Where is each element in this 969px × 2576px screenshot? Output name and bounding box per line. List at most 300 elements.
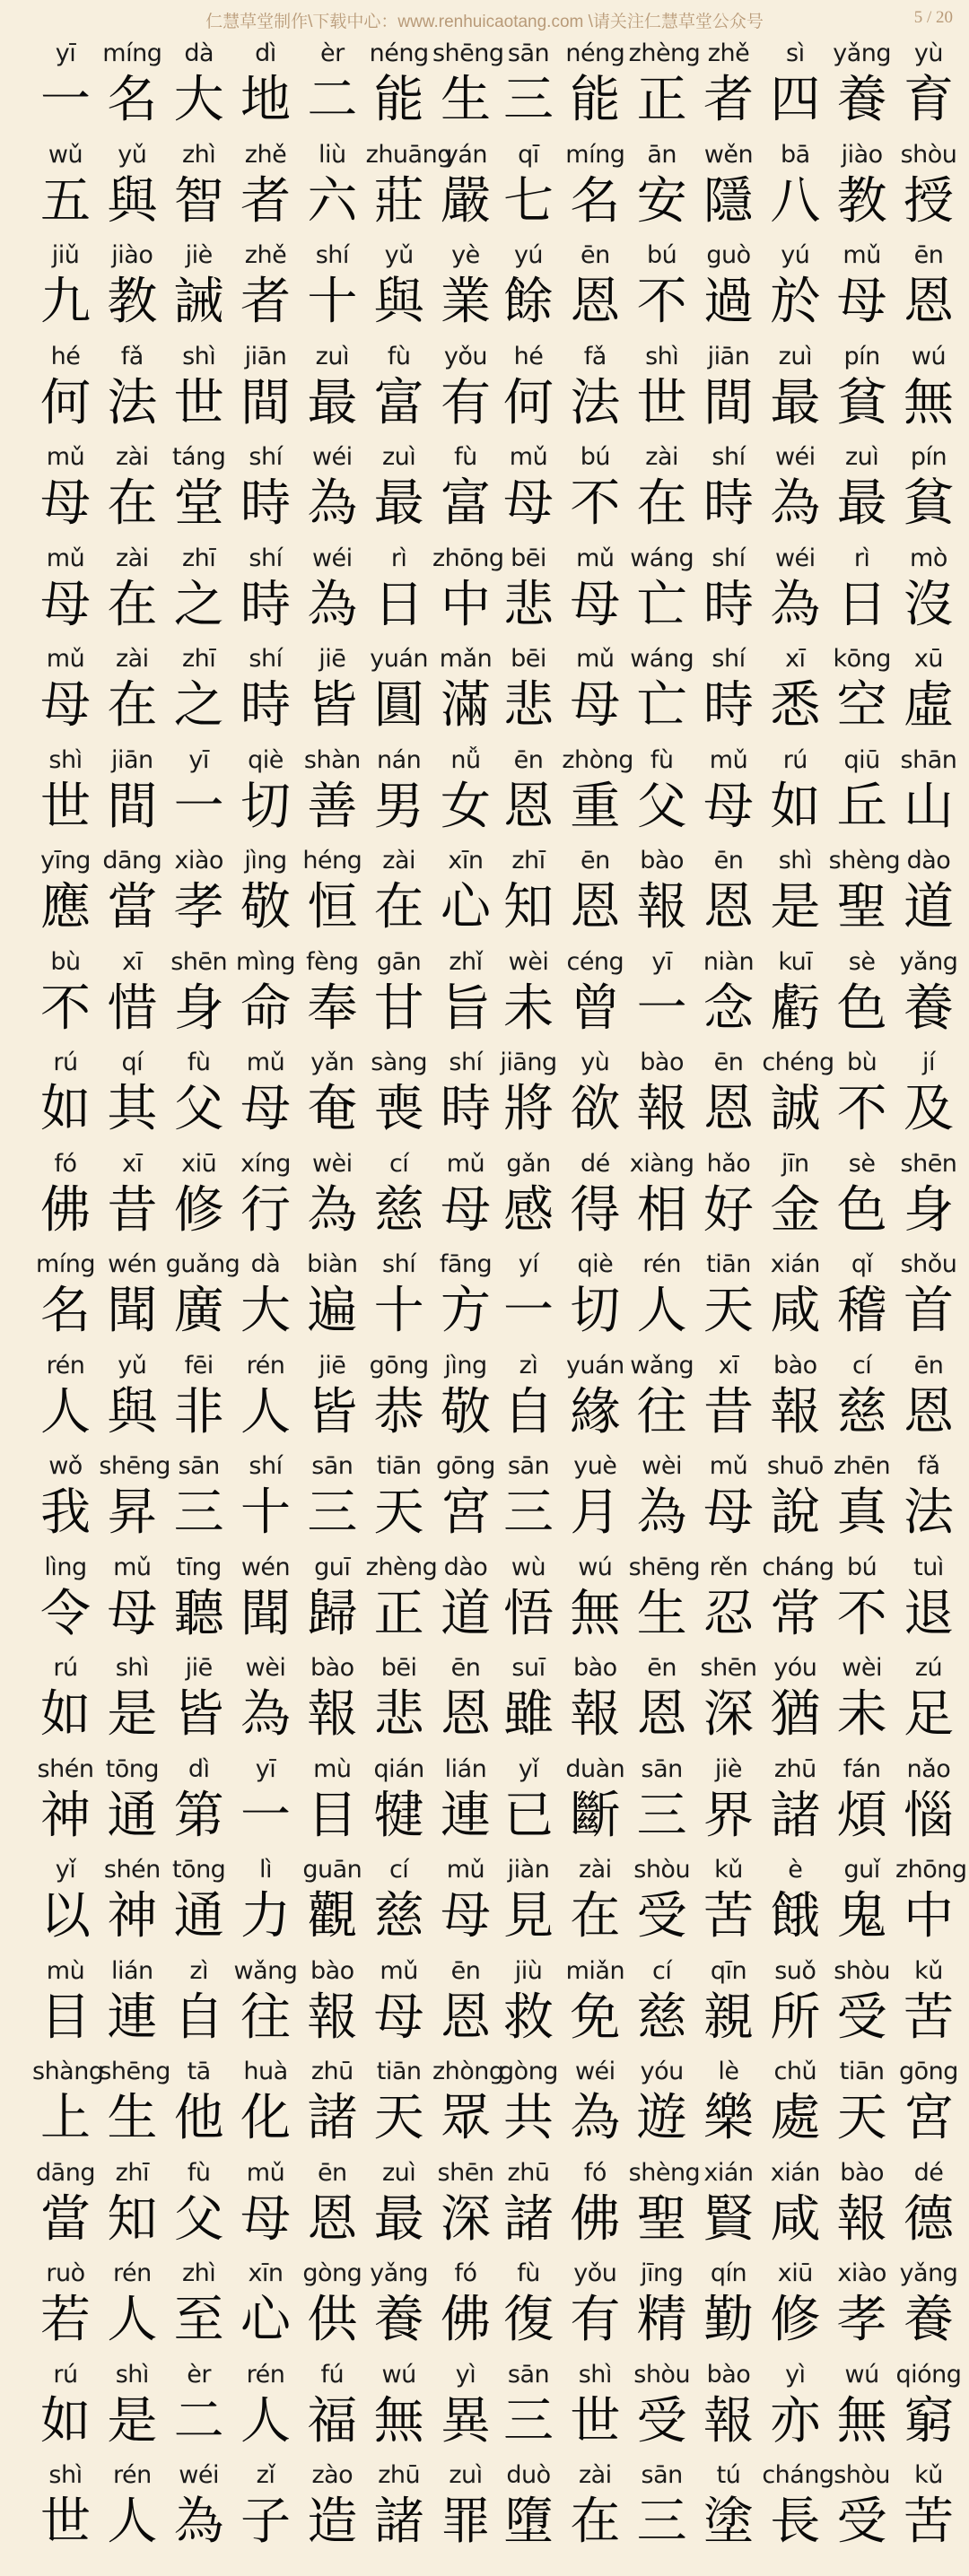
pinyin-syllable: jiè [185, 241, 213, 269]
hanzi-character: 人 [107, 2493, 158, 2551]
hanzi-row [32, 1786, 499, 1847]
pinyin-syllable: yī [255, 1754, 276, 1783]
hanzi-character: 無 [903, 373, 954, 432]
hanzi-character: 觀 [307, 1887, 358, 1945]
pinyin-syllable: duàn [565, 1754, 625, 1783]
pinyin-syllable: shòu [633, 1856, 691, 1884]
pinyin-syllable: yù [913, 39, 944, 67]
hanzi-character: 二 [173, 2391, 224, 2450]
pinyin-row [495, 841, 962, 877]
hanzi-row [495, 2290, 962, 2351]
pinyin-row [32, 1952, 499, 1988]
hanzi-character: 父 [173, 1080, 224, 1138]
hanzi-character: 身 [903, 1180, 954, 1240]
pinyin-syllable: xíng [240, 1149, 291, 1178]
pinyin-syllable: yí [518, 1250, 539, 1278]
hanzi-character: 恩 [307, 2189, 358, 2249]
hanzi-character: 諸 [770, 1786, 821, 1845]
hanzi-character: 慈 [836, 1382, 887, 1441]
hanzi-character: 間 [107, 777, 158, 836]
pinyin-syllable: rén [46, 1351, 85, 1379]
hanzi-character: 亡 [636, 676, 687, 735]
pinyin-syllable: zài [382, 847, 415, 875]
hanzi-character: 堂 [173, 474, 224, 533]
verse-line [495, 1346, 962, 1448]
hanzi-character: 四 [770, 71, 821, 129]
pinyin-syllable: zhū [310, 2058, 354, 2085]
verse-line [495, 1750, 962, 1851]
pinyin-syllable: zài [645, 443, 679, 471]
hanzi-character: 最 [836, 474, 887, 533]
hanzi-character: 生 [440, 71, 491, 129]
hanzi-character: 昔 [107, 1180, 158, 1240]
hanzi-character: 善 [307, 777, 358, 836]
pinyin-syllable: yuán [370, 645, 429, 673]
hanzi-character: 未 [503, 979, 554, 1038]
hanzi-row [495, 1886, 962, 1947]
hanzi-character: 塗 [703, 2493, 754, 2551]
hanzi-row [495, 171, 962, 232]
pinyin-syllable: wéi [311, 443, 353, 471]
hanzi-character: 道 [903, 878, 954, 936]
pinyin-syllable: sān [641, 2461, 683, 2489]
hanzi-character: 罪 [440, 2493, 491, 2551]
pinyin-syllable: shí [249, 443, 283, 471]
pinyin-syllable: xiào [174, 847, 223, 875]
hanzi-character: 是 [107, 2391, 158, 2450]
pinyin-syllable: yú [781, 241, 810, 269]
hanzi-character: 苦 [903, 1988, 954, 2047]
pinyin-syllable: qióng [895, 2360, 962, 2389]
hanzi-character: 為 [770, 474, 821, 533]
hanzi-character: 虛 [903, 676, 954, 735]
pinyin-syllable: liù [319, 140, 346, 169]
hanzi-character: 三 [173, 1484, 224, 1542]
pinyin-syllable: yǔ [384, 241, 414, 269]
hanzi-character: 神 [107, 1887, 158, 1945]
hanzi-character: 時 [703, 575, 754, 634]
pinyin-syllable: zhōng [432, 544, 504, 572]
pinyin-syllable: lián [444, 1754, 487, 1783]
hanzi-character: 母 [570, 676, 621, 735]
hanzi-character: 無 [836, 2391, 887, 2450]
hanzi-character: 長 [770, 2493, 821, 2551]
pinyin-syllable: mǔ [842, 241, 881, 269]
hanzi-row [32, 474, 499, 535]
hanzi-character: 母 [373, 1988, 424, 2047]
verse-line [32, 1447, 499, 1548]
pinyin-row [495, 1548, 962, 1584]
hanzi-row [32, 2391, 499, 2452]
verse-line [32, 1346, 499, 1448]
hanzi-row [495, 575, 962, 636]
pinyin-row [495, 337, 962, 373]
pinyin-syllable: fó [54, 1149, 77, 1178]
hanzi-character: 名 [107, 71, 158, 129]
pinyin-syllable: bù [50, 947, 81, 976]
pinyin-syllable: bào [310, 1654, 354, 1682]
pinyin-syllable: sì [786, 39, 805, 67]
verse-line [32, 640, 499, 741]
hanzi-character: 苦 [903, 2493, 954, 2551]
pinyin-syllable: xiào [837, 2259, 886, 2287]
hanzi-row [495, 474, 962, 535]
pinyin-syllable: shì [645, 342, 679, 370]
hanzi-character: 慈 [636, 1988, 687, 2047]
pinyin-syllable: bù [847, 1049, 877, 1076]
pinyin-syllable: yī [188, 745, 209, 774]
hanzi-character: 三 [503, 1484, 554, 1542]
hanzi-character: 往 [240, 1988, 291, 2047]
hanzi-character: 猶 [770, 1685, 821, 1744]
verse-line [32, 1144, 499, 1246]
hanzi-character: 自 [503, 1382, 554, 1441]
hanzi-row [32, 2492, 499, 2553]
verse-line [495, 2052, 962, 2154]
pinyin-syllable: mǔ [509, 443, 548, 471]
hanzi-character: 與 [107, 1382, 158, 1441]
verse-line [32, 1952, 499, 2053]
pinyin-syllable: shén [103, 1856, 161, 1884]
pinyin-syllable: shēn [900, 1149, 957, 1178]
verse-line [32, 438, 499, 539]
pinyin-row [495, 1447, 962, 1483]
pinyin-syllable: gǎn [506, 1149, 551, 1178]
hanzi-character: 廣 [173, 1282, 224, 1340]
pinyin-row [32, 2456, 499, 2492]
pinyin-syllable: rén [642, 1250, 682, 1278]
hanzi-character: 育 [903, 71, 954, 129]
pinyin-syllable: chǔ [773, 2058, 817, 2085]
pinyin-syllable: tú [716, 2461, 741, 2489]
hanzi-character: 最 [373, 474, 424, 533]
hanzi-character: 若 [40, 2291, 91, 2349]
pinyin-syllable: guān [302, 1856, 362, 1884]
pinyin-row [495, 438, 962, 474]
hanzi-character: 不 [636, 273, 687, 331]
hanzi-character: 方 [440, 1282, 491, 1340]
pinyin-syllable: fù [187, 2158, 211, 2187]
pinyin-syllable: fāng [439, 1250, 493, 1278]
hanzi-character: 地 [240, 71, 291, 129]
pinyin-syllable: shòu [900, 140, 957, 169]
hanzi-character: 心 [440, 878, 491, 936]
pinyin-syllable: zào [311, 2461, 354, 2489]
pinyin-syllable: chéng [762, 1049, 834, 1076]
pinyin-syllable: è [788, 1856, 803, 1884]
pinyin-syllable: gōng [369, 1351, 429, 1379]
hanzi-character: 悲 [373, 1685, 424, 1744]
pinyin-syllable: kǔ [914, 1956, 943, 1985]
pinyin-row [495, 539, 962, 575]
pinyin-syllable: shí [449, 1049, 483, 1076]
hanzi-character: 所 [770, 1988, 821, 2047]
pinyin-syllable: wù [511, 1553, 546, 1581]
hanzi-row [495, 877, 962, 938]
pinyin-syllable: dào [906, 847, 951, 875]
hanzi-character: 世 [173, 373, 224, 432]
hanzi-character: 一 [240, 1786, 291, 1845]
pinyin-syllable: zì [189, 1956, 208, 1985]
hanzi-character: 為 [307, 1180, 358, 1240]
hanzi-character: 親 [703, 1988, 754, 2047]
hanzi-character: 第 [173, 1786, 224, 1845]
pinyin-syllable: mìng [235, 947, 296, 976]
hanzi-character: 色 [836, 979, 887, 1038]
pinyin-row [495, 1750, 962, 1786]
hanzi-character: 正 [373, 1584, 424, 1643]
pinyin-syllable: sān [507, 39, 550, 67]
hanzi-character: 金 [770, 1180, 821, 1240]
hanzi-character: 安 [636, 171, 687, 231]
pinyin-syllable: jiē [319, 1351, 346, 1379]
left-verse-column [32, 34, 504, 2557]
hanzi-character: 母 [703, 777, 754, 836]
pinyin-syllable: néng [369, 39, 429, 67]
hanzi-character: 孝 [836, 2291, 887, 2349]
hanzi-character: 時 [703, 474, 754, 533]
hanzi-row [32, 675, 499, 736]
pinyin-syllable: zuì [449, 2461, 483, 2489]
pinyin-syllable: zhì [182, 140, 216, 169]
hanzi-character: 及 [903, 1080, 954, 1138]
verse-line [32, 2254, 499, 2355]
hanzi-row [32, 1281, 499, 1342]
pinyin-syllable: yóu [640, 2058, 684, 2085]
pinyin-row [495, 2456, 962, 2492]
pinyin-syllable: ēn [913, 1351, 944, 1379]
pinyin-syllable: cí [651, 1956, 672, 1985]
pinyin-syllable: yǐ [518, 1754, 539, 1783]
pinyin-syllable: jiān [707, 342, 750, 370]
pinyin-syllable: fù [454, 443, 477, 471]
verse-line [495, 943, 962, 1044]
pinyin-syllable: sān [311, 1452, 354, 1480]
hanzi-character: 母 [107, 1584, 158, 1643]
hanzi-character: 母 [240, 1080, 291, 1138]
pinyin-syllable: bēi [511, 645, 546, 673]
pinyin-syllable: xiū [777, 2259, 813, 2287]
hanzi-character: 旨 [440, 979, 491, 1038]
hanzi-character: 犍 [373, 1786, 424, 1845]
pinyin-syllable: dāng [36, 2158, 95, 2187]
pinyin-syllable: ēn [647, 1654, 677, 1682]
hanzi-character: 至 [173, 2291, 224, 2349]
hanzi-character: 母 [703, 1484, 754, 1542]
verse-line [32, 1548, 499, 1649]
pinyin-syllable: fǎ [120, 342, 144, 370]
pinyin-syllable: biàn [307, 1250, 358, 1278]
pinyin-syllable: yīng [40, 847, 91, 875]
hanzi-character: 我 [40, 1484, 91, 1542]
pinyin-syllable: yī [651, 947, 672, 976]
hanzi-character: 貧 [903, 474, 954, 533]
pinyin-syllable: qī [518, 140, 539, 169]
hanzi-character: 時 [240, 676, 291, 735]
hanzi-character: 人 [40, 1382, 91, 1441]
verse-line [32, 34, 504, 135]
hanzi-character: 九 [40, 273, 91, 331]
pinyin-syllable: fó [454, 2259, 477, 2287]
hanzi-character: 佛 [570, 2189, 621, 2249]
pinyin-syllable: suǒ [774, 1956, 816, 1985]
hanzi-character: 報 [703, 2391, 754, 2450]
pinyin-syllable: qiè [577, 1250, 614, 1278]
hanzi-character: 力 [240, 1887, 291, 1945]
hanzi-character: 隱 [703, 171, 754, 231]
pinyin-syllable: duò [506, 2461, 551, 2489]
hanzi-row [495, 2492, 962, 2553]
hanzi-character: 化 [240, 2089, 291, 2147]
pinyin-syllable: sān [507, 1452, 550, 1480]
hanzi-character: 報 [636, 878, 687, 936]
hanzi-character: 間 [703, 373, 754, 432]
pinyin-syllable: wéi [179, 2461, 219, 2489]
hanzi-row [495, 777, 962, 838]
pinyin-syllable: bú [580, 443, 610, 471]
pinyin-syllable: shén [37, 1754, 94, 1783]
hanzi-character: 上 [40, 2089, 91, 2147]
pinyin-syllable: wǔ [48, 140, 83, 169]
pinyin-syllable: tā [187, 2058, 211, 2085]
hanzi-row [495, 2391, 962, 2452]
hanzi-character: 七 [503, 171, 554, 231]
hanzi-character: 母 [40, 575, 91, 634]
hanzi-character: 稽 [836, 1282, 887, 1340]
hanzi-character: 神 [40, 1786, 91, 1845]
pinyin-syllable: nǎo [906, 1754, 951, 1783]
pinyin-syllable: zhōng [895, 1856, 967, 1884]
hanzi-character: 為 [240, 1685, 291, 1744]
hanzi-character: 五 [40, 171, 91, 231]
hanzi-character: 未 [836, 1685, 887, 1744]
hanzi-character: 喪 [373, 1080, 424, 1138]
pinyin-syllable: mò [910, 544, 947, 572]
hanzi-character: 修 [770, 2291, 821, 2349]
hanzi-character: 在 [107, 575, 158, 634]
hanzi-character: 何 [503, 373, 554, 432]
verse-line [32, 943, 499, 1044]
hanzi-row [495, 1180, 962, 1241]
pinyin-syllable: guī [314, 1553, 351, 1581]
pinyin-row [495, 2052, 962, 2088]
hanzi-character: 世 [40, 777, 91, 836]
pinyin-syllable: shí [315, 241, 349, 269]
pinyin-syllable: shèng [628, 2158, 701, 2187]
hanzi-character: 十 [307, 273, 358, 331]
pinyin-syllable: zuì [844, 443, 879, 471]
pinyin-row [32, 337, 499, 373]
pinyin-syllable: shǒu [900, 1250, 957, 1278]
hanzi-row [32, 2088, 499, 2149]
hanzi-row [495, 675, 962, 736]
pinyin-syllable: wéi [774, 443, 816, 471]
pinyin-row [495, 236, 962, 272]
hanzi-character: 如 [40, 1685, 91, 1744]
hanzi-character: 不 [570, 474, 621, 533]
verse-line [495, 2355, 962, 2457]
pinyin-syllable: bā [780, 140, 810, 169]
hanzi-character: 與 [373, 273, 424, 331]
pinyin-syllable: shòu [834, 1956, 891, 1985]
pinyin-syllable: zuì [778, 342, 812, 370]
pinyin-row [32, 438, 499, 474]
hanzi-character: 之 [173, 676, 224, 735]
pinyin-syllable: zhèng [628, 39, 701, 67]
hanzi-character: 處 [770, 2089, 821, 2147]
pinyin-syllable: zhēn [834, 1452, 891, 1480]
hanzi-character: 往 [636, 1382, 687, 1441]
hanzi-row [495, 1281, 962, 1342]
pinyin-syllable: shí [711, 443, 746, 471]
hanzi-row [495, 1786, 962, 1847]
pinyin-syllable: kōng [833, 645, 891, 673]
verse-line [495, 841, 962, 943]
pinyin-syllable: dào [443, 1553, 488, 1581]
pinyin-syllable: yóu [773, 1654, 817, 1682]
hanzi-character: 不 [836, 1584, 887, 1643]
verse-line [495, 135, 962, 237]
pinyin-syllable: jiē [319, 645, 346, 673]
hanzi-character: 十 [240, 1484, 291, 1542]
pinyin-row [495, 2254, 962, 2290]
hanzi-character: 福 [307, 2391, 358, 2450]
verse-line [495, 1447, 962, 1548]
pinyin-syllable: zhě [244, 241, 287, 269]
hanzi-character: 受 [836, 1988, 887, 2047]
hanzi-character: 何 [40, 373, 91, 432]
pinyin-syllable: zài [578, 2461, 612, 2489]
hanzi-row [32, 575, 499, 636]
pinyin-syllable: kǔ [714, 1856, 743, 1884]
hanzi-character: 遍 [307, 1282, 358, 1340]
pinyin-syllable: yù [581, 1049, 610, 1076]
hanzi-character: 養 [373, 2291, 424, 2349]
pinyin-syllable: tiān [706, 1250, 751, 1278]
pinyin-syllable: jiè [714, 1754, 743, 1783]
pinyin-row [32, 2254, 499, 2290]
pinyin-syllable: céng [566, 947, 624, 976]
pinyin-syllable: xī [718, 1351, 739, 1379]
pinyin-row [495, 34, 962, 70]
hanzi-character: 恩 [440, 1988, 491, 2047]
hanzi-character: 為 [173, 2493, 224, 2551]
pinyin-syllable: xián [770, 1250, 820, 1278]
hanzi-character: 如 [770, 777, 821, 836]
pinyin-syllable: kǔ [914, 2461, 943, 2489]
hanzi-character: 應 [40, 878, 91, 936]
pinyin-syllable: wèi [245, 1654, 286, 1682]
pinyin-syllable: wáng [630, 645, 694, 673]
hanzi-character: 是 [770, 878, 821, 936]
header-source-text: 仁慧草堂制作\下载中心：www.renhuicaotang.com \请关注仁慧草堂公众号 [205, 13, 764, 31]
pinyin-syllable: bēi [511, 544, 546, 572]
hanzi-character: 父 [636, 777, 687, 836]
hanzi-character: 煩 [836, 1786, 887, 1845]
pinyin-syllable: jiù [514, 1956, 543, 1985]
page-number: 5 / 20 [913, 8, 953, 27]
hanzi-character: 天 [373, 1484, 424, 1542]
hanzi-row [495, 1483, 962, 1544]
hanzi-character: 天 [703, 1282, 754, 1340]
pinyin-syllable: mǔ [709, 745, 748, 774]
pinyin-syllable: shí [249, 645, 283, 673]
hanzi-character: 德 [903, 2189, 954, 2249]
pinyin-syllable: zhě [707, 39, 750, 67]
pinyin-syllable: bú [647, 241, 677, 269]
pinyin-syllable: zhī [115, 2158, 149, 2187]
hanzi-character: 名 [40, 1282, 91, 1340]
